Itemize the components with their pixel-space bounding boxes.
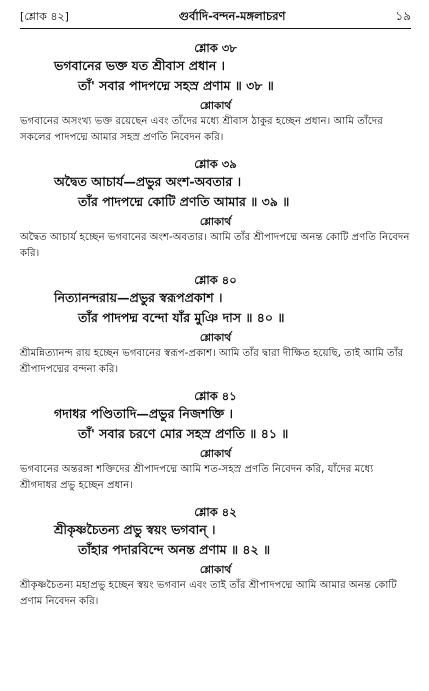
verse-heading: শ্লোক ৪১ <box>194 389 237 403</box>
translation-heading: শ্লোকার্থ <box>199 448 232 460</box>
translation-text: শ্রীকৃষ্ণচৈতন্য মহাপ্রভু হচ্ছেন স্বয়ং ভগবান এবং তাই তাঁর শ্রীপাদপদ্মে আমি আমার অনন্ত কোটি প্রণাম নিবেদন করি। <box>20 580 397 607</box>
translation-text: শ্রীমন্নিত্যানন্দ রায় হচ্ছেন ভগবানের স্বরূপ-প্রকাশ। আমি তাঁর দ্বারা দীক্ষিত হয়েছি, তাই আমি তাঁর শ্রীপাদপদ্মের বন্দনা করি। <box>20 348 404 375</box>
verse-line-1: গদাধর পণ্ডিতাদি—প্রভুর নিজশক্তি । <box>54 406 233 421</box>
page-number: ১৯ <box>395 9 411 23</box>
translation-heading: শ্লোকার্থ <box>199 216 232 228</box>
verse-line-2: তাঁর পাদপদ্ম বন্দো যাঁর মুঞি দাস ॥ ৪০ ॥ <box>78 310 285 325</box>
header-chapter-title: গুর্বাদি-বন্দন-মঙ্গলাচরণ <box>178 9 286 23</box>
translation-text: অদ্বৈত আচার্য হচ্ছেন ভগবানের অংশ-অবতার। আমি তাঁর শ্রীপাদপদ্মে অনন্ত কোটি প্রণতি নিবেদন করি। <box>20 232 410 259</box>
verse-41 <box>20 389 411 493</box>
verse-line-2: তাঁহার পদারবিন্দে অনন্ত প্রণাম ॥ ৪২ ॥ <box>78 542 271 557</box>
header-verse-range: [শ্লোক ৪২] <box>20 10 69 23</box>
verse-line-2: তাঁর পাদপদ্মে কোটি প্রণতি আমার ॥ ৩৯ ॥ <box>78 194 290 209</box>
verse-line-1: অদ্বৈত আচার্য—প্রভুর অংশ-অবতার । <box>54 174 242 189</box>
verse-42 <box>20 505 411 609</box>
verse-line-1: শ্রীকৃষ্ণচৈতন্য প্রভু স্বয়ং ভগবান্ । <box>54 522 216 537</box>
translation-heading: শ্লোকার্থ <box>199 564 232 576</box>
translation-text: ভগবানের অসংখ্য ভক্ত রয়েছেন এবং তাঁদের মধ্যে শ্রীবাস ঠাকুর হচ্ছেন প্রধান। আমি তাঁদের সকলের পাদপদ্মে আমার সহস্র প্রণতি নিবেদন করি। <box>20 116 383 143</box>
verse-line-1: ভগবানের ভক্ত যত শ্রীবাস প্রধান । <box>54 58 225 73</box>
verse-40 <box>20 273 411 377</box>
running-header <box>20 8 411 29</box>
verse-line-2: তাঁ' সবার চরণে মোর সহস্র প্রণতি ॥ ৪১ ॥ <box>78 426 289 441</box>
verse-heading: শ্লোক ৩৮ <box>194 41 237 55</box>
translation-heading: শ্লোকার্থ <box>199 332 232 344</box>
verse-39 <box>20 157 411 261</box>
verse-heading: শ্লোক ৪২ <box>194 505 237 519</box>
verse-line-2: তাঁ' সবার পাদপদ্মে সহস্র প্রণাম ॥ ৩৮ ॥ <box>78 78 274 93</box>
verse-heading: শ্লোক ৩৯ <box>194 157 237 171</box>
translation-heading: শ্লোকার্থ <box>199 100 232 112</box>
verse-line-1: নিত্যানন্দরায়—প্রভুর স্বরূপপ্রকাশ । <box>54 290 223 305</box>
verse-heading: শ্লোক ৪০ <box>194 273 237 287</box>
verse-38 <box>20 41 411 145</box>
translation-text: ভগবানের অন্তরঙ্গা শক্তিদের শ্রীপাদপদ্মে আমি শত-সহস্র প্রণতি নিবেদন করি, যাঁদের মধ্যে শ্রীগদাধর প্রভু হচ্ছেন প্রধান। <box>20 464 374 491</box>
